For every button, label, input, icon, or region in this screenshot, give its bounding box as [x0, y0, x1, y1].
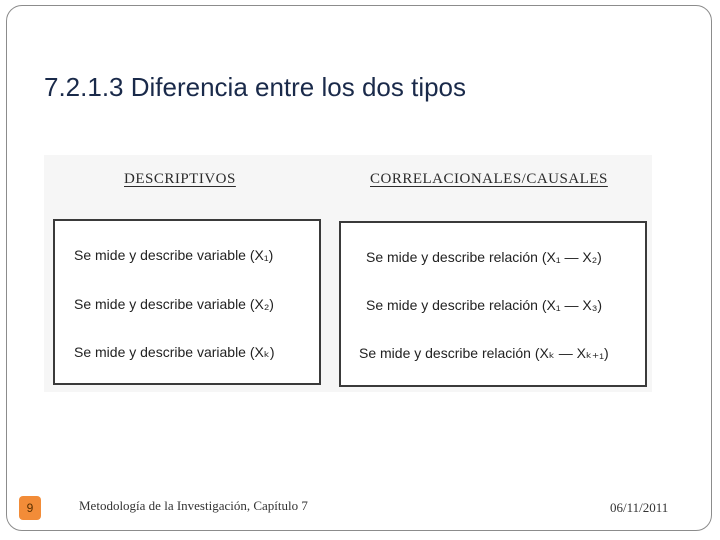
descriptive-header: DESCRIPTIVOS: [124, 171, 236, 187]
footer-caption: Metodología de la Investigación, Capítulo 7: [79, 498, 308, 513]
descriptive-row-2: Se mide y describe variable (X₂): [74, 296, 274, 312]
descriptive-row-1: Se mide y describe variable (X₁): [74, 247, 274, 263]
footer-date: 06/11/2011: [610, 500, 669, 515]
slide-number-badge: 9: [19, 496, 41, 520]
correlational-row-3: Se mide y describe relación (Xₖ — Xₖ₊₁): [359, 345, 609, 361]
correlational-box: [339, 221, 647, 387]
correlational-row-1: Se mide y describe relación (X₁ — X₂): [366, 249, 602, 265]
correlational-row-2: Se mide y describe relación (X₁ — X₃): [366, 297, 603, 313]
descriptive-row-3: Se mide y describe variable (Xₖ): [74, 344, 275, 360]
slide-title: 7.2.1.3 Diferencia entre los dos tipos: [44, 72, 467, 102]
comparison-figure: [44, 155, 652, 392]
descriptive-box: [53, 219, 321, 385]
correlational-header: CORRELACIONALES/CAUSALES: [370, 171, 608, 187]
